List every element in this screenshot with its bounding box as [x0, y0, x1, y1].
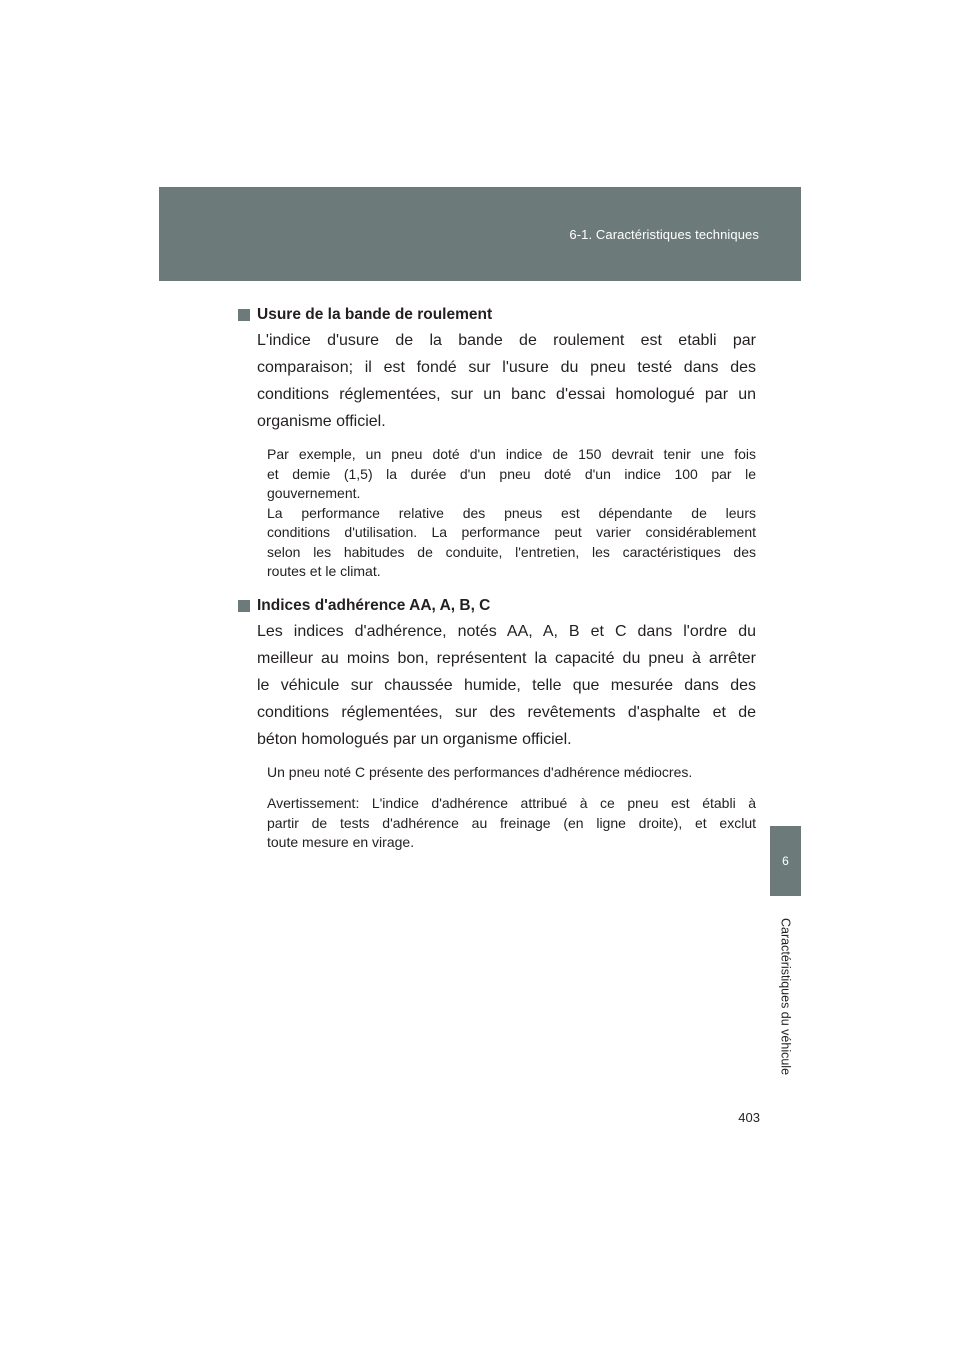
text-line: routes et le climat.: [267, 563, 381, 579]
section-heading: [238, 596, 756, 616]
text-line: La performance relative des pneus est dépendante de leurs: [267, 504, 756, 521]
text-line: conditions réglementées, sur un banc d'essai homologué par un: [257, 386, 756, 403]
square-bullet-icon: [238, 309, 250, 321]
body-paragraph: [257, 618, 756, 753]
heading-text: Usure de la bande de roulement: [257, 306, 493, 323]
section-heading: [238, 305, 756, 325]
header-band: [159, 187, 801, 281]
chapter-tab: [770, 826, 801, 896]
text-line: organisme officiel.: [257, 413, 386, 430]
text-line: Avertissement: L'indice d'adhérence attribué à ce pneu est établi à: [267, 795, 756, 811]
text-line: selon les habitudes de conduite, l'entretien, les caractéristiques des: [267, 543, 756, 560]
text-line: Un pneu noté C présente des performances d'adhérence médiocres.: [267, 763, 693, 780]
text-line: conditions réglementées, sur des revêtements d'asphalte et de: [257, 703, 756, 721]
text-line: meilleur au moins bon, représentent la capacité du pneu à arrêter: [257, 649, 756, 667]
page-content: [238, 305, 756, 853]
text-line: et demie (1,5) la durée d'un pneu doté d'un indice 100 par le: [267, 465, 756, 482]
heading-text: Indices d'adhérence AA, A, B, C: [257, 596, 491, 614]
section-tread-wear: [238, 305, 756, 582]
page-number: 403: [738, 1110, 760, 1125]
text-line: Les indices d'adhérence, notés AA, A, B et C dans l'ordre du: [257, 622, 756, 640]
section-traction-grades: [238, 596, 756, 853]
text-line: L'indice d'usure de la bande de roulement est etabli par: [257, 332, 756, 349]
note-paragraph: [267, 445, 756, 582]
section-title: 6-1. Caractéristiques techniques: [569, 227, 759, 242]
text-line: toute mesure en virage.: [267, 834, 415, 850]
text-line: conditions d'utilisation. La performance peut varier considérablement: [267, 524, 756, 540]
chapter-label-container: [770, 902, 801, 1092]
text-line: partir de tests d'adhérence au freinage (en ligne droite), et exclut: [267, 814, 756, 831]
body-paragraph: [257, 327, 756, 435]
chapter-label: Caractéristiques du véhicule: [778, 918, 793, 1076]
warning-paragraph: [267, 794, 756, 853]
text-line: béton homologués par un organisme officiel.: [257, 730, 572, 748]
text-line: Par exemple, un pneu doté d'un indice de 150 devrait tenir une fois: [267, 446, 756, 462]
text-line: gouvernement.: [267, 485, 361, 501]
text-line: le véhicule sur chaussée humide, telle que mesurée dans des: [257, 676, 756, 694]
square-bullet-icon: [238, 600, 250, 612]
text-line: comparaison; il est fondé sur l'usure du pneu testé dans des: [257, 359, 756, 376]
note-paragraph: [267, 763, 756, 783]
chapter-number: 6: [782, 854, 789, 868]
